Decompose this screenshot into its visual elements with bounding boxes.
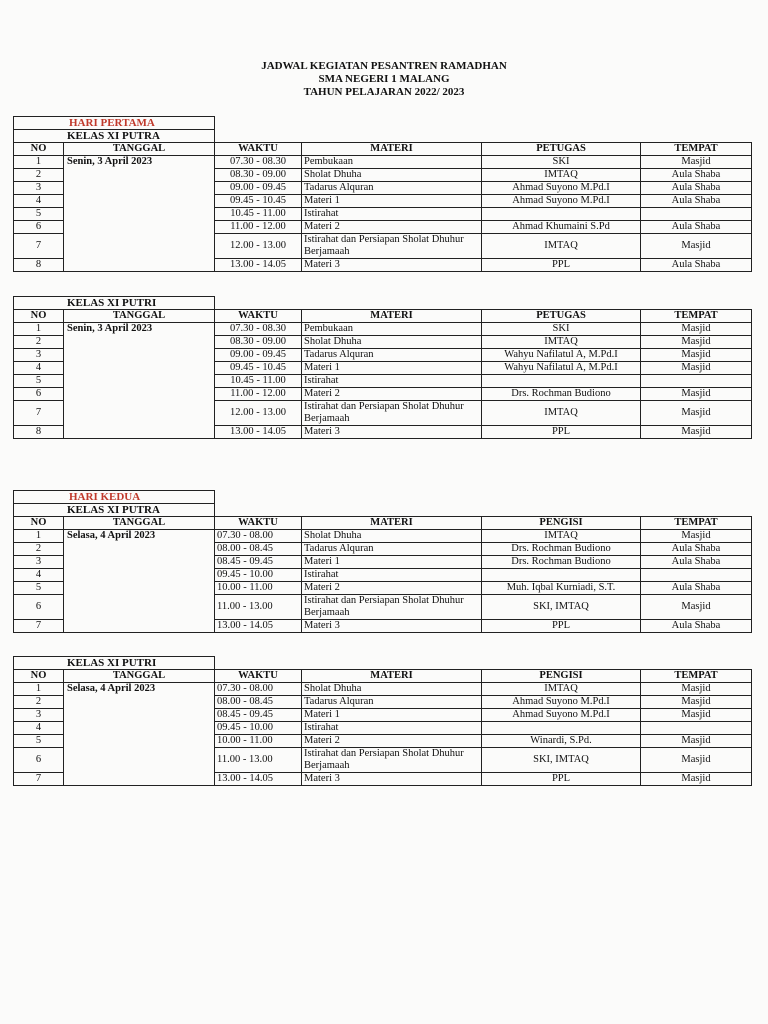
row-no: 3 (14, 349, 64, 362)
header-waktu: WAKTU (215, 143, 302, 156)
schedule-table (13, 516, 752, 633)
section-header (13, 296, 215, 309)
row-tempat: Masjid (641, 234, 752, 259)
row-materi: Sholat Dhuha (302, 683, 482, 696)
row-waktu: 13.00 - 14.05 (215, 773, 302, 786)
row-petugas: Drs. Rochman Budiono (482, 388, 641, 401)
row-petugas: Muh. Iqbal Kurniadi, S.T. (482, 582, 641, 595)
row-petugas (482, 375, 641, 388)
row-materi: Istirahat (302, 722, 482, 735)
row-no: 4 (14, 722, 64, 735)
row-no: 5 (14, 208, 64, 221)
row-waktu: 07.30 - 08.00 (215, 530, 302, 543)
row-petugas: Ahmad Khumaini S.Pd (482, 221, 641, 234)
row-materi: Materi 3 (302, 620, 482, 633)
table-header-row (14, 517, 752, 530)
row-tempat: Masjid (641, 426, 752, 439)
header-materi: MATERI (302, 670, 482, 683)
table-row (14, 530, 752, 543)
row-materi: Tadarus Alquran (302, 349, 482, 362)
header-no: NO (14, 670, 64, 683)
row-waktu: 10.00 - 11.00 (215, 582, 302, 595)
row-tempat: Masjid (641, 530, 752, 543)
header-tempat: TEMPAT (641, 143, 752, 156)
table-row (14, 683, 752, 696)
row-tempat: Aula Shaba (641, 169, 752, 182)
row-waktu: 11.00 - 13.00 (215, 748, 302, 773)
header-no: NO (14, 310, 64, 323)
row-tempat (641, 722, 752, 735)
schedule-day1-putri (13, 296, 751, 439)
row-waktu: 12.00 - 13.00 (215, 234, 302, 259)
row-no: 6 (14, 595, 64, 620)
row-tempat: Aula Shaba (641, 620, 752, 633)
row-no: 5 (14, 735, 64, 748)
row-no: 6 (14, 388, 64, 401)
row-materi: Sholat Dhuha (302, 530, 482, 543)
row-petugas: Ahmad Suyono M.Pd.I (482, 195, 641, 208)
row-petugas: Ahmad Suyono M.Pd.I (482, 696, 641, 709)
table-row (14, 156, 752, 169)
row-no: 8 (14, 426, 64, 439)
row-no: 2 (14, 169, 64, 182)
row-no: 5 (14, 582, 64, 595)
row-tempat (641, 569, 752, 582)
day-label: HARI KEDUA (14, 491, 214, 504)
row-tempat: Aula Shaba (641, 221, 752, 234)
row-no: 6 (14, 748, 64, 773)
row-waktu: 10.45 - 11.00 (215, 208, 302, 221)
header-petugas: PETUGAS (482, 310, 641, 323)
row-waktu: 11.00 - 12.00 (215, 388, 302, 401)
row-no: 1 (14, 323, 64, 336)
header-tanggal: TANGGAL (64, 310, 215, 323)
row-waktu: 08.00 - 08.45 (215, 696, 302, 709)
row-tempat: Masjid (641, 683, 752, 696)
row-materi: Istirahat (302, 569, 482, 582)
schedule-day1-putra (13, 116, 751, 272)
row-petugas: Winardi, S.Pd. (482, 735, 641, 748)
row-date: Senin, 3 April 2023 (64, 323, 215, 439)
row-tempat: Masjid (641, 773, 752, 786)
schedule-table (13, 142, 752, 272)
row-no: 7 (14, 620, 64, 633)
section-header (13, 656, 215, 669)
row-no: 1 (14, 530, 64, 543)
row-tempat: Masjid (641, 323, 752, 336)
row-waktu: 09.45 - 10.00 (215, 722, 302, 735)
row-tempat: Masjid (641, 156, 752, 169)
row-materi: Materi 1 (302, 195, 482, 208)
row-waktu: 08.45 - 09.45 (215, 709, 302, 722)
row-waktu: 11.00 - 12.00 (215, 221, 302, 234)
row-no: 4 (14, 362, 64, 375)
row-waktu: 07.30 - 08.00 (215, 683, 302, 696)
row-petugas: PPL (482, 620, 641, 633)
row-no: 2 (14, 696, 64, 709)
day-label: HARI PERTAMA (14, 117, 214, 130)
school-year: TAHUN PELAJARAN 2022/ 2023 (303, 86, 465, 98)
row-materi: Tadarus Alquran (302, 182, 482, 195)
row-waktu: 09.00 - 09.45 (215, 182, 302, 195)
row-materi: Sholat Dhuha (302, 336, 482, 349)
header-tempat: TEMPAT (641, 310, 752, 323)
row-materi: Materi 2 (302, 735, 482, 748)
schedule-table (13, 669, 752, 786)
row-petugas: IMTAQ (482, 336, 641, 349)
table-row (14, 323, 752, 336)
row-waktu: 13.00 - 14.05 (215, 259, 302, 272)
row-tempat: Masjid (641, 349, 752, 362)
header-tanggal: TANGGAL (64, 517, 215, 530)
section-header (13, 116, 215, 142)
row-petugas: Drs. Rochman Budiono (482, 556, 641, 569)
row-waktu: 11.00 - 13.00 (215, 595, 302, 620)
row-tempat: Aula Shaba (641, 543, 752, 556)
class-label: KELAS XI PUTRA (67, 504, 160, 516)
document-title: JADWAL KEGIATAN PESANTREN RAMADHAN (261, 60, 507, 72)
row-no: 7 (14, 773, 64, 786)
schedule-table (13, 309, 752, 439)
header-tanggal: TANGGAL (64, 143, 215, 156)
row-materi: Sholat Dhuha (302, 169, 482, 182)
row-materi: Istirahat dan Persiapan Sholat Dhuhur Berjamaah (302, 234, 482, 259)
row-tempat: Masjid (641, 595, 752, 620)
row-petugas (482, 569, 641, 582)
row-materi: Materi 2 (302, 388, 482, 401)
row-materi: Istirahat dan Persiapan Sholat Dhuhur Berjamaah (302, 401, 482, 426)
row-materi: Materi 2 (302, 582, 482, 595)
row-tempat: Masjid (641, 388, 752, 401)
row-no: 1 (14, 683, 64, 696)
row-materi: Istirahat dan Persiapan Sholat Dhuhur Berjamaah (302, 595, 482, 620)
row-date: Selasa, 4 April 2023 (64, 683, 215, 786)
row-no: 7 (14, 401, 64, 426)
row-materi: Pembukaan (302, 323, 482, 336)
header-materi: MATERI (302, 310, 482, 323)
row-petugas: SKI, IMTAQ (482, 748, 641, 773)
row-tempat: Masjid (641, 748, 752, 773)
header-petugas: PENGISI (482, 670, 641, 683)
row-tempat: Masjid (641, 401, 752, 426)
row-petugas: PPL (482, 426, 641, 439)
header-materi: MATERI (302, 517, 482, 530)
row-petugas (482, 722, 641, 735)
header-no: NO (14, 143, 64, 156)
section-header (13, 490, 215, 516)
row-materi: Materi 1 (302, 362, 482, 375)
row-no: 6 (14, 221, 64, 234)
row-no: 3 (14, 709, 64, 722)
row-petugas: PPL (482, 259, 641, 272)
header-petugas: PENGISI (482, 517, 641, 530)
table-header-row (14, 143, 752, 156)
table-header-row (14, 310, 752, 323)
row-materi: Materi 1 (302, 556, 482, 569)
table-header-row (14, 670, 752, 683)
row-date: Selasa, 4 April 2023 (64, 530, 215, 633)
header-materi: MATERI (302, 143, 482, 156)
schedule-day2-putri (13, 656, 751, 786)
row-no: 3 (14, 556, 64, 569)
row-materi: Materi 3 (302, 426, 482, 439)
header-waktu: WAKTU (215, 670, 302, 683)
row-waktu: 13.00 - 14.05 (215, 426, 302, 439)
row-materi: Materi 3 (302, 773, 482, 786)
row-materi: Materi 1 (302, 709, 482, 722)
class-label: KELAS XI PUTRA (67, 130, 160, 142)
row-petugas: Ahmad Suyono M.Pd.I (482, 709, 641, 722)
class-label: KELAS XI PUTRI (67, 657, 157, 669)
row-tempat (641, 208, 752, 221)
row-waktu: 07.30 - 08.30 (215, 156, 302, 169)
header-waktu: WAKTU (215, 310, 302, 323)
row-materi: Istirahat dan Persiapan Sholat Dhuhur Berjamaah (302, 748, 482, 773)
row-petugas: Ahmad Suyono M.Pd.I (482, 182, 641, 195)
row-tempat: Masjid (641, 336, 752, 349)
row-no: 4 (14, 569, 64, 582)
header-waktu: WAKTU (215, 517, 302, 530)
row-materi: Materi 3 (302, 259, 482, 272)
row-waktu: 13.00 - 14.05 (215, 620, 302, 633)
row-tempat: Aula Shaba (641, 259, 752, 272)
header-petugas: PETUGAS (482, 143, 641, 156)
row-tempat: Aula Shaba (641, 582, 752, 595)
class-label: KELAS XI PUTRI (67, 297, 157, 309)
row-materi: Pembukaan (302, 156, 482, 169)
row-petugas: SKI (482, 156, 641, 169)
row-materi: Tadarus Alquran (302, 696, 482, 709)
row-tempat: Masjid (641, 709, 752, 722)
row-waktu: 09.45 - 10.45 (215, 362, 302, 375)
row-waktu: 08.30 - 09.00 (215, 169, 302, 182)
row-date: Senin, 3 April 2023 (64, 156, 215, 272)
row-no: 7 (14, 234, 64, 259)
row-waktu: 07.30 - 08.30 (215, 323, 302, 336)
header-tanggal: TANGGAL (64, 670, 215, 683)
row-waktu: 08.30 - 09.00 (215, 336, 302, 349)
row-waktu: 10.00 - 11.00 (215, 735, 302, 748)
row-materi: Istirahat (302, 375, 482, 388)
row-waktu: 08.45 - 09.45 (215, 556, 302, 569)
row-petugas: IMTAQ (482, 234, 641, 259)
row-petugas: SKI (482, 323, 641, 336)
row-waktu: 09.45 - 10.00 (215, 569, 302, 582)
row-no: 8 (14, 259, 64, 272)
row-waktu: 10.45 - 11.00 (215, 375, 302, 388)
row-tempat (641, 375, 752, 388)
row-tempat: Masjid (641, 735, 752, 748)
row-materi: Tadarus Alquran (302, 543, 482, 556)
header-no: NO (14, 517, 64, 530)
row-no: 5 (14, 375, 64, 388)
row-petugas: Wahyu Nafilatul A, M.Pd.I (482, 362, 641, 375)
row-tempat: Aula Shaba (641, 556, 752, 569)
row-tempat: Masjid (641, 696, 752, 709)
row-petugas: IMTAQ (482, 401, 641, 426)
row-petugas: SKI, IMTAQ (482, 595, 641, 620)
row-waktu: 09.00 - 09.45 (215, 349, 302, 362)
school-name: SMA NEGERI 1 MALANG (318, 73, 450, 85)
row-petugas: IMTAQ (482, 530, 641, 543)
schedule-day2-putra (13, 490, 751, 633)
row-waktu: 08.00 - 08.45 (215, 543, 302, 556)
row-materi: Istirahat (302, 208, 482, 221)
row-petugas (482, 208, 641, 221)
row-no: 2 (14, 543, 64, 556)
row-waktu: 12.00 - 13.00 (215, 401, 302, 426)
row-no: 3 (14, 182, 64, 195)
row-waktu: 09.45 - 10.45 (215, 195, 302, 208)
row-tempat: Masjid (641, 362, 752, 375)
row-tempat: Aula Shaba (641, 182, 752, 195)
row-petugas: Drs. Rochman Budiono (482, 543, 641, 556)
row-tempat: Aula Shaba (641, 195, 752, 208)
row-materi: Materi 2 (302, 221, 482, 234)
row-petugas: IMTAQ (482, 683, 641, 696)
row-petugas: Wahyu Nafilatul A, M.Pd.I (482, 349, 641, 362)
row-petugas: IMTAQ (482, 169, 641, 182)
header-tempat: TEMPAT (641, 517, 752, 530)
row-no: 4 (14, 195, 64, 208)
header-tempat: TEMPAT (641, 670, 752, 683)
row-no: 1 (14, 156, 64, 169)
row-petugas: PPL (482, 773, 641, 786)
row-no: 2 (14, 336, 64, 349)
